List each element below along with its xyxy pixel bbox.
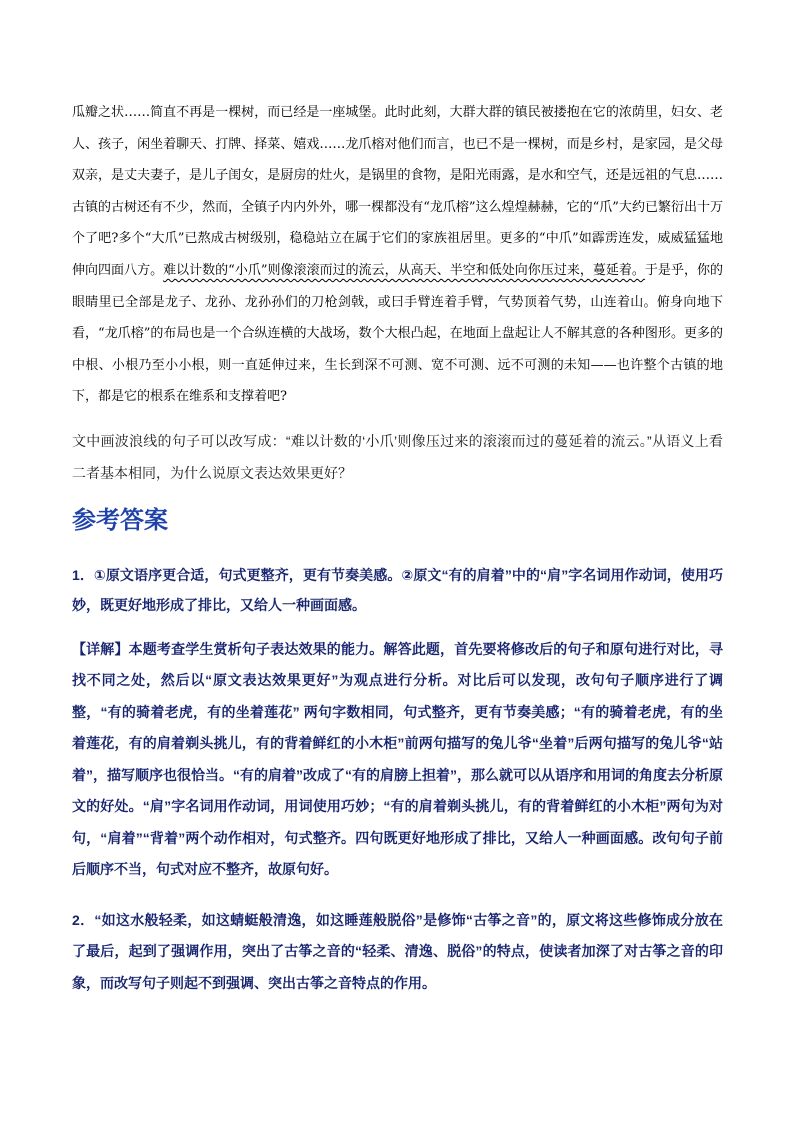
passage-text-before: 瓜瓣之状……简直不再是一棵树，而已经是一座城堡。此时此刻，大群大群的镇民被搂抱在它的浓荫里，妇女、老人、孩子，闲坐着聊天、打牌、择菜、嬉戏……龙爪榕对他们而言，也已不是一棵树，而是乡村，是家园，是父母双亲，是丈夫妻子，是儿子闺女，是厨房的灶火，是锅里的食物，是阳光雨露，是水和空气，还是远祖的气息……古镇的古树还有不少，然而，全镇子内内外外，哪一棵都没有“龙爪榕”这么煌煌赫赫，它的“爪”大约已繁衍出十万个了吧?多个“大爪”已熬成古树级别，稳稳站立在属于它们的家族祖居里。更多的“中爪”如霹雳连发，威威猛猛地伸向四面八方。 bbox=[72, 105, 723, 278]
answer-heading: 参考答案 bbox=[72, 506, 168, 534]
question-text: 文中画波浪线的句子可以改写成：“难以计数的‘小爪’则像压过来的滚滚而过的蔓延着的流云。”从语义上看二者基本相同，为什么说原文表达效果更好？ bbox=[72, 432, 723, 481]
answer-1-detail: 【详解】本题考查学生赏析句子表达效果的能力。解答此题，首先要将修改后的句子和原句进行对比，寻找不同之处，然后以“原文表达效果更好”为观点进行分析。对比后可以发现，改句句子顺序进行了调整，“有的骑着老虎，有的坐着莲花” 两句字数相同，句式整齐，更有节奏美感；“有的骑着老虎，有的坐着莲花，有的肩着剃头挑儿，有的背着鲜红的小木柜”前两句描写的兔儿爷“坐着”后两句描写的兔儿爷“站着”，描写顺序也很恰当。“有的肩着”改成了“有的肩膀上担着”，那么就可以从语序和用词的角度去分析原文的好处。“肩”字名词用作动词，用词使用巧妙；“有的肩着剃头挑儿，有的背着鲜红的小木柜”两句为对句，“肩着”“背着”两个动作相对，句式整齐。四句既更好地形成了排比，又给人一种画面感。改句句子前后顺序不当，句式对应不整齐，故原句好。 bbox=[72, 640, 723, 878]
answer-2: 2．“如这水般轻柔，如这蜻蜓般清逸，如这睡莲般脱俗”是修饰“古筝之音”的，原文将这些修饰成分放在了最后，起到了强调作用，突出了古筝之音的“轻柔、清逸、脱俗”的特点，使读者加深了对古筝之音的印象，而改写句子则起不到强调、突出古筝之音特点的作用。 bbox=[72, 911, 723, 991]
reading-passage bbox=[72, 97, 723, 413]
passage-text-after: 于是乎，你的眼睛里已全部是龙子、龙孙、龙孙孙们的刀枪剑戟，或曰手臂连着手臂，气势顶着气势，山连着山。俯身向地下看，“龙爪榕”的布局也是一个合纵连横的大战场，数个大根凸起，在地面上盘起让人不解其意的各种图形。更多的中根、小根乃至小小根，则一直延伸过来，生长到深不可测、宽不可测、远不可测的未知——也许整个古镇的地下，都是它的根系在维系和支撑着吧? bbox=[72, 262, 723, 405]
answer-1: 1．①原文语序更合适，句式更整齐，更有节奏美感。②原文“有的肩着”中的“肩”字名词用作动词，使用巧妙，既更好地形成了排比，又给人一种画面感。 bbox=[72, 566, 723, 613]
wavy-underlined-sentence: 难以计数的“小爪”则像滚滚而过的流云，从高天、半空和低处向你压过来，蔓延着。 bbox=[163, 262, 645, 278]
